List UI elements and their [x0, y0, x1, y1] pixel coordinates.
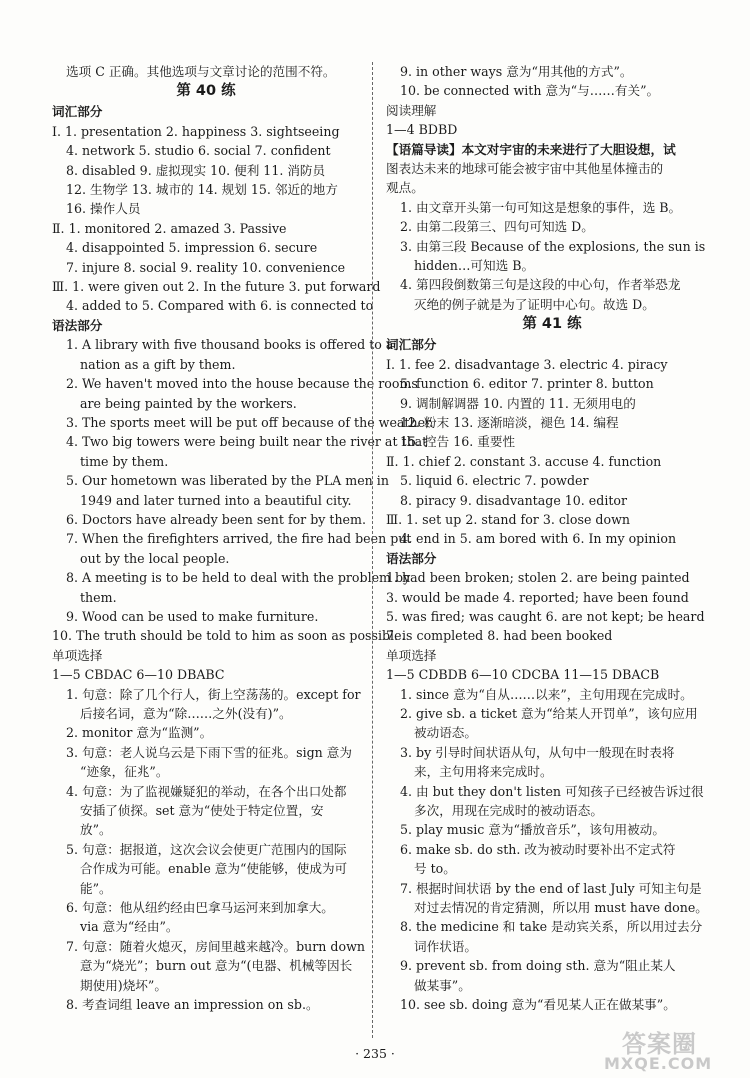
text-line: 1. A library with five thousand books is offered to a — [66, 337, 394, 353]
column-divider — [372, 62, 373, 1038]
text-line: Ⅲ. 1. were given out 2. In the future 3. put forward — [52, 279, 381, 295]
watermark-url: MXQE.COM — [604, 1054, 713, 1073]
text-line: 5. 句意：据报道，这次会议会使更广范围内的国际 — [66, 841, 347, 857]
text-line: 1—5 CBDAC 6—10 DBABC — [52, 667, 225, 683]
text-line: 6. Doctors have already been sent for by them. — [66, 511, 366, 527]
text-line: 4. 句意：为了监视嫌疑犯的举动，在各个出口处都 — [66, 783, 347, 799]
watermark-text: 答案圈 — [622, 1030, 697, 1058]
text-line: 4. 由 but they don't listen 可知孩子已经被告诉过很 — [400, 783, 704, 799]
text-line: 9. Wood can be used to make furniture. — [66, 608, 319, 624]
subsection-heading: 词汇部分 — [52, 104, 103, 120]
text-line: 7. 句意：随着火熄灭，房间里越来越冷。burn down — [66, 938, 365, 954]
text-line: 图表达未来的地球可能会被宇宙中其他星体撞击的 — [386, 161, 664, 177]
text-line: 1—5 CDBDB 6—10 CDCBA 11—15 DBACB — [386, 667, 660, 683]
text-line: 5. Our hometown was liberated by the PLA men in — [66, 473, 389, 489]
text-line: 被动语态。 — [414, 725, 477, 741]
text-line: Ⅲ. 1. set up 2. stand for 3. close down — [386, 511, 630, 527]
right-column — [386, 62, 718, 1015]
text-line: Ⅱ. 1. chief 2. constant 3. accuse 4. function — [386, 453, 662, 469]
text-line: 1. since 意为“自从……以来”，主句用现在完成时。 — [400, 686, 693, 702]
text-line: 期使用)烧坏”。 — [80, 977, 167, 993]
subsection-heading: 语法部分 — [52, 317, 103, 333]
text-line: “迹象，征兆”。 — [80, 764, 169, 780]
text-line: 1. had been broken; stolen 2. are being painted — [386, 570, 690, 586]
text-line: 8. disabled 9. 虚拟现实 10. 便利 11. 消防员 — [66, 162, 326, 178]
text-line: 4. disappointed 5. impression 6. secure — [66, 240, 318, 256]
text-line: 9. prevent sb. from doing sth. 意为“阻止某人 — [400, 958, 676, 974]
text-line: 单项选择 — [386, 647, 437, 663]
text-line: Ⅱ. 1. monitored 2. amazed 3. Passive — [52, 220, 287, 236]
text-line: 5. play music 意为“播放音乐”，该句用被动。 — [400, 822, 665, 838]
text-line: 1. 句意：除了几个行人，街上空荡荡的。except for — [66, 686, 361, 702]
text-line: 能”。 — [80, 880, 112, 896]
text-line: hidden…可知选 B。 — [414, 258, 535, 274]
text-line: 5. function 6. editor 7. printer 8. button — [400, 376, 654, 392]
text-line: 6. 句意：他从纽约经由巴拿马运河来到加拿大。 — [66, 900, 334, 916]
text-line: 多次，用现在完成时的被动语态。 — [414, 803, 603, 819]
text-line: 后接名词，意为“除……之外(没有)”。 — [80, 706, 292, 721]
text-line: 7. is completed 8. had been booked — [386, 628, 613, 644]
text-line: 3. The sports meet will be put off because of the weather. — [66, 414, 434, 430]
text-line: 对过去情况的肯定猜测，所以用 must have done。 — [414, 900, 708, 916]
text-line: 放”。 — [80, 822, 112, 838]
text-line: 3. 由第三段 Because of the explosions, the sun is — [400, 238, 706, 254]
text-line: 2. 由第二段第三、四句可知选 D。 — [400, 219, 594, 235]
text-line: 5. liquid 6. electric 7. powder — [400, 473, 589, 489]
text-line: 5. was fired; was caught 6. are not kept; be heard — [386, 608, 705, 624]
text-line: 3. would be made 4. reported; have been found — [386, 589, 689, 605]
text-line: Ⅰ. 1. presentation 2. happiness 3. sightseeing — [52, 123, 340, 139]
text-line: 做某事”。 — [414, 977, 471, 993]
text-line: 号 to。 — [414, 861, 456, 877]
text-line: 8. 考查词组 leave an impression on sb.。 — [66, 997, 319, 1013]
text-line: nation as a gift by them. — [80, 356, 236, 372]
text-line: 6. make sb. do sth. 改为被动时要补出不定式符 — [400, 841, 676, 857]
text-line: 2. We haven't moved into the house because the rooms — [66, 376, 418, 392]
text-line: 合作成为可能。enable 意为“使能够，使成为可 — [80, 861, 348, 877]
watermark-logo — [600, 1024, 740, 1076]
text-line: 选项 C 正确。其他选项与文章讨论的范围不符。 — [66, 64, 336, 79]
text-line: 9. 调制解调器 10. 内置的 11. 无须用电的 — [400, 395, 636, 411]
text-line: via 意为“经由”。 — [80, 919, 179, 935]
text-line: 安插了侦探。set 意为“使处于特定位置，安 — [80, 803, 324, 819]
text-line: 8. the medicine 和 take 是动宾关系，所以用过去分 — [400, 919, 703, 935]
text-line: 10. The truth should be told to him as soon as possible. — [52, 628, 406, 644]
text-line: 意为“烧光”；burn out 意为“(电器、机械等因长 — [80, 958, 353, 974]
text-line: 1949 and later turned into a beautiful city. — [80, 492, 352, 508]
text-line: 7. injure 8. social 9. reality 10. convenience — [66, 259, 346, 275]
text-line: 1—4 BDBD — [386, 122, 458, 138]
text-line: 4. Two big towers were being built near the river at that — [66, 434, 428, 450]
text-line: 7. When the firefighters arrived, the fire had been put — [66, 531, 412, 547]
subsection-heading: 词汇部分 — [386, 337, 437, 353]
text-line: 【语篇导读】本文对宇宙的未来进行了大胆设想，试 — [386, 141, 676, 157]
text-line: 2. give sb. a ticket 意为“给某人开罚单”，该句应用 — [400, 706, 698, 721]
text-line: 2. monitor 意为“监测”。 — [66, 725, 213, 741]
text-line: 4. network 5. studio 6. social 7. confident — [66, 143, 331, 159]
text-line: 4. added to 5. Compared with 6. is connected to — [66, 298, 374, 314]
text-line: time by them. — [80, 453, 169, 469]
text-line: 8. A meeting is to be held to deal with the problem by — [66, 570, 411, 586]
text-line: 3. 句意：老人说乌云是下雨下雪的征兆。sign 意为 — [66, 744, 352, 760]
text-line: 单项选择 — [52, 647, 103, 663]
text-line: 12. 粉末 13. 逐渐暗淡，褪色 14. 编程 — [400, 414, 619, 430]
text-line: 观点。 — [386, 180, 424, 196]
text-line: 来，主句用将来完成时。 — [414, 764, 553, 780]
text-line: 1. 由文章开头第一句可知这是想象的事件，选 B。 — [400, 199, 682, 215]
text-line: Ⅰ. 1. fee 2. disadvantage 3. electric 4. piracy — [386, 356, 668, 372]
text-line: are being painted by the workers. — [80, 395, 297, 411]
text-line: 10. see sb. doing 意为“看见某人正在做某事”。 — [400, 997, 676, 1013]
section-heading: 第 41 练 — [522, 316, 582, 333]
text-line: 10. be connected with 意为“与……有关”。 — [400, 83, 660, 99]
text-line: 4. 第四段倒数第三句是这段的中心句，作者举恐龙 — [400, 277, 681, 293]
text-line: 词作状语。 — [414, 938, 477, 954]
subsection-heading: 语法部分 — [386, 550, 437, 566]
text-line: them. — [80, 589, 117, 605]
text-line: out by the local people. — [80, 550, 230, 566]
text-line: 16. 操作人员 — [66, 201, 141, 217]
text-line: 12. 生物学 13. 城市的 14. 规划 15. 邻近的地方 — [66, 182, 338, 198]
text-line: 4. end in 5. am bored with 6. In my opinion — [400, 531, 677, 547]
text-line: 阅读理解 — [386, 102, 437, 118]
section-heading: 第 40 练 — [176, 83, 236, 100]
page-number: · 235 · — [355, 1046, 395, 1061]
text-line: 7. 根据时间状语 by the end of last July 可知主句是 — [400, 880, 702, 896]
text-line: 3. by 引导时间状语从句，从句中一般现在时表将 — [400, 744, 675, 760]
text-line: 灭绝的例子就是为了证明中心句。故选 D。 — [414, 296, 655, 312]
text-line: 15. 控告 16. 重要性 — [400, 434, 516, 450]
text-line: 9. in other ways 意为“用其他的方式”。 — [400, 64, 633, 79]
text-line: 8. piracy 9. disadvantage 10. editor — [400, 492, 628, 508]
